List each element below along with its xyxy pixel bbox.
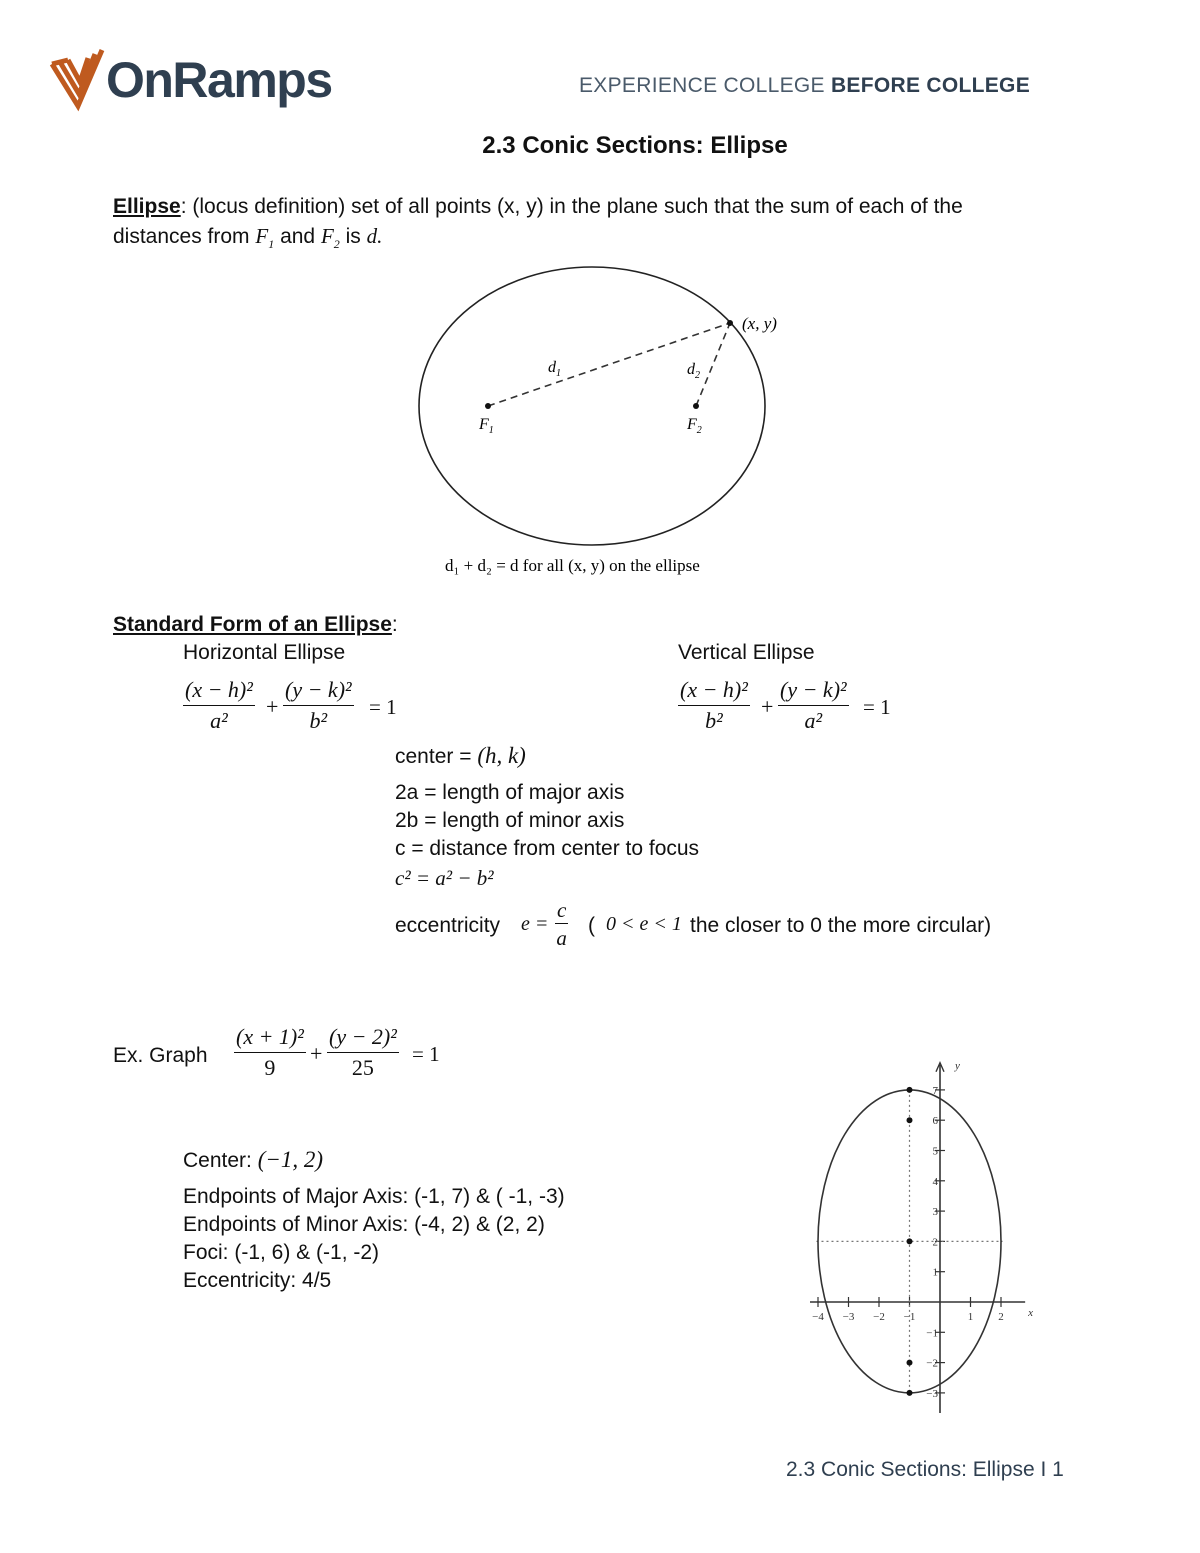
example-center: Center: (−1, 2) — [183, 1147, 324, 1172]
ellipse-point — [907, 1390, 913, 1396]
x-tick-label: −1 — [903, 1311, 916, 1323]
d1-label: $d_1$ — [548, 359, 561, 379]
onramps-logo-icon — [48, 44, 108, 116]
focus-definition: c = distance from center to focus — [395, 837, 700, 860]
y-tick-label: −1 — [926, 1327, 938, 1340]
point-xy-dot — [727, 320, 733, 326]
definition-term: Ellipse — [113, 195, 181, 218]
y-tick-label: 6 — [932, 1115, 938, 1128]
x-tick-label: −2 — [873, 1311, 885, 1323]
major-axis-definition: 2a = length of major axis — [395, 781, 625, 804]
eccentricity-label: eccentricity — [395, 914, 501, 937]
v-frac-2: (y − k)² a² — [780, 677, 847, 733]
y-axis-label: y — [955, 1059, 960, 1072]
h-equals-one: = 1 — [369, 695, 397, 719]
f1-label: $F_1$ — [479, 416, 494, 436]
y-tick-label: −2 — [926, 1357, 938, 1370]
f2-label: $F_2$ — [687, 416, 702, 436]
x-tick-label: −4 — [812, 1311, 824, 1323]
horizontal-ellipse-label: Horizontal Ellipse — [183, 641, 346, 664]
v-frac-1: (x − h)² b² — [680, 677, 748, 733]
ex-frac-1: (x + 1)² 9 — [236, 1024, 304, 1080]
d2-segment — [696, 323, 730, 406]
eccentricity-range: 0 < e < 1 — [606, 913, 682, 935]
h-frac-2: (y − k)² b² — [285, 677, 352, 733]
x-tick-label: −3 — [842, 1311, 855, 1323]
example-minor-axis: Endpoints of Minor Axis: (-4, 2) & (2, 2) — [183, 1213, 545, 1236]
ex-frac-2: (y − 2)² 25 — [329, 1024, 397, 1080]
example-eccentricity: Eccentricity: 4/5 — [183, 1269, 332, 1292]
d2-label: $d_2$ — [687, 361, 700, 381]
locus-ellipse — [419, 267, 765, 545]
h-plus: + — [266, 694, 279, 719]
tagline: EXPERIENCE COLLEGE BEFORE COLLEGE — [579, 74, 1030, 97]
locus-diagram — [400, 260, 820, 590]
eccentricity-open-paren: ( — [588, 914, 595, 937]
ellipse-point — [907, 1360, 913, 1366]
ex-plus: + — [310, 1041, 323, 1066]
y-tick-label: 4 — [932, 1175, 938, 1188]
focus-f1-dot — [485, 403, 491, 409]
ellipse-point — [907, 1238, 913, 1244]
standard-form-heading: Standard Form of an Ellipse: — [113, 613, 398, 636]
h-frac-1: (x − h)² a² — [185, 677, 253, 733]
page-footer: 2.3 Conic Sections: Ellipse I 1 — [786, 1458, 1064, 1481]
eccentricity-note: the closer to 0 the more circular) — [690, 914, 992, 937]
y-tick-label: 2 — [932, 1236, 938, 1249]
ellipse-point — [907, 1117, 913, 1123]
example-major-axis: Endpoints of Major Axis: (-1, 7) & ( -1, -3) — [183, 1185, 565, 1208]
logo-text: OnRamps — [106, 52, 332, 108]
minor-axis-definition: 2b = length of minor axis — [395, 809, 625, 832]
x-tick-label: 2 — [998, 1311, 1004, 1323]
example-foci: Foci: (-1, 6) & (-1, -2) — [183, 1241, 380, 1264]
eccentricity-e: e = — [521, 913, 549, 935]
c-relation: c² = a² − b² — [395, 866, 494, 890]
y-tick-label: 1 — [932, 1266, 938, 1279]
page-title: 2.3 Conic Sections: Ellipse — [482, 132, 788, 159]
locus-caption: d₁ + d₂ = d for all (x, y) on the ellipse — [445, 556, 700, 575]
ellipse-point — [907, 1087, 913, 1093]
header — [48, 44, 1158, 124]
v-equals-one: = 1 — [863, 695, 891, 719]
y-tick-label: 5 — [932, 1145, 938, 1158]
ex-equals-one: = 1 — [412, 1042, 440, 1066]
vertical-ellipse-label: Vertical Ellipse — [678, 641, 815, 664]
focus-f2-dot — [693, 403, 699, 409]
eccentricity-frac: c a — [556, 898, 567, 950]
example-label: Ex. Graph — [113, 1044, 208, 1067]
center-definition: center = (h, k) — [395, 743, 526, 768]
definition-line-2: distances from $F_1$ and $F_2$ is d. — [113, 224, 383, 252]
point-xy-label: (x, y) — [742, 314, 777, 333]
y-tick-label: 3 — [932, 1206, 938, 1219]
x-axis-label: x — [1028, 1307, 1034, 1319]
definition-line-1: Ellipse: (locus definition) set of all points (x, y) in the plane such that the sum of each of the — [113, 195, 963, 218]
x-tick-label: 1 — [967, 1311, 974, 1323]
y-tick-label: 7 — [932, 1084, 938, 1097]
v-plus: + — [761, 694, 774, 719]
example-graph — [810, 1045, 1090, 1425]
y-tick-label: −3 — [926, 1387, 938, 1400]
